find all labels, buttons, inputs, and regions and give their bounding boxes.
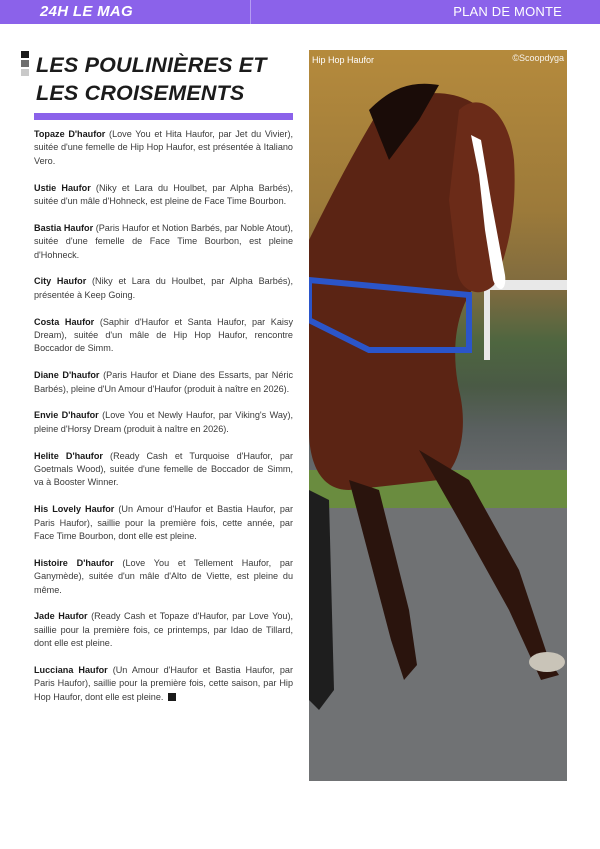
title-underline: [34, 113, 293, 120]
mare-name: Ustie Haufor: [34, 182, 91, 193]
mare-name: Histoire D'haufor: [34, 557, 114, 568]
mare-entry: [34, 450, 293, 490]
mare-entry: [34, 610, 293, 650]
mare-description: (Niky et Lara du Houlbet, par Alpha Barbés), présentée à Keep Going.: [34, 276, 293, 300]
mare-description: (Un Amour d'Haufor et Bastia Haufor, par Paris Haufor), saillie pour la première fois, cette saison, par Hip Hop Haufor, dont elle est pleine.: [34, 665, 294, 702]
mare-description: (Niky et Lara du Houlbet, par Alpha Barbés), suitée d'un mâle d'Hohneck, est pleine de Face Time Bourbon.: [34, 182, 293, 207]
mare-description: (Ready Cash et Topaze d'Haufor, par Love You), saillie pour la première fois, ce printemps, par Idao de Tillard, dont elle est pleine.: [34, 611, 293, 649]
mare-name: Bastia Haufor: [34, 222, 94, 233]
header-bar: [0, 0, 600, 24]
mare-description: (Love You et Hita Haufor, par Jet du Vivier), suitée d'une femelle de Hip Hop Haufor, est présentée à Italiano Vero.: [34, 129, 293, 166]
header-divider: [250, 0, 251, 24]
mare-entry: [34, 182, 293, 209]
mare-description: (Ready Cash et Turquoise d'Haufor, par Goetmals Wood), suitée d'une femelle de Boccador de Simm, va à Booster Winner.: [34, 450, 294, 488]
mare-name: Helite D'haufor: [34, 450, 103, 461]
title-marker-icon: [21, 51, 29, 78]
mare-description: (Un Amour d'Haufor et Bastia Haufor, par Paris Haufor), saillie pour la première fois, cette année, par Face Time Bourbon, dont elle est pleine.: [34, 504, 293, 542]
mare-entry: [34, 369, 293, 396]
mare-name: Topaze D'haufor: [34, 129, 106, 139]
mare-description: (Paris Haufor et Diane des Essarts, par Néric Barbés), pleine d'Un Amour d'Haufor (produit à naître en 2026).: [34, 370, 294, 394]
mare-name: Jade Haufor: [34, 611, 88, 622]
mare-description: (Saphir d'Haufor et Santa Haufor, par Kaisy Dream), suitée d'un mâle de Hip Hop Haufor, rencontre Boccador de Simm.: [34, 316, 294, 354]
photo-caption: Hip Hop Haufor: [312, 55, 375, 65]
mare-list: [34, 128, 293, 718]
mare-name: City Haufor: [34, 276, 87, 287]
photo-credit: ©Scoopdyga: [512, 53, 564, 63]
magazine-brand: 24H LE MAG: [40, 3, 134, 20]
mare-entry: [34, 557, 293, 597]
mare-name: Lucciana Haufor: [34, 665, 108, 676]
mare-entry: [34, 222, 293, 262]
horse-illustration: [309, 50, 567, 781]
mare-entry: [34, 503, 293, 543]
mare-entry: [34, 275, 293, 302]
mare-entry: [34, 128, 293, 168]
mare-description: (Love You et Tellement Haufor, par Ganymède), suitée d'un mâle d'Alto de Viette, est pleine du même.: [34, 557, 294, 595]
mare-entry: [34, 409, 293, 436]
section-label: PLAN DE MONTE: [453, 4, 562, 19]
mare-entry: [34, 316, 293, 356]
mare-name: His Lovely Haufor: [34, 504, 115, 515]
mare-description: (Paris Haufor et Notion Barbés, par Noble Atout), suitée d'une femelle de Face Time Bourbon, est pleine d'Hohneck.: [34, 222, 294, 260]
mare-name: Envie D'haufor: [34, 410, 99, 421]
mare-description: (Love You et Newly Haufor, par Viking's Way), pleine d'Horsy Dream (produit à naître en 2026).: [34, 410, 293, 434]
mare-name: Costa Haufor: [34, 316, 95, 327]
article-title: LES POULINIÈRES ET LES CROISEMENTS: [36, 53, 267, 105]
mare-entry: [34, 664, 293, 704]
end-of-article-icon: [168, 693, 176, 701]
mare-name: Diane D'haufor: [34, 370, 100, 381]
horse-photo: [309, 50, 567, 781]
